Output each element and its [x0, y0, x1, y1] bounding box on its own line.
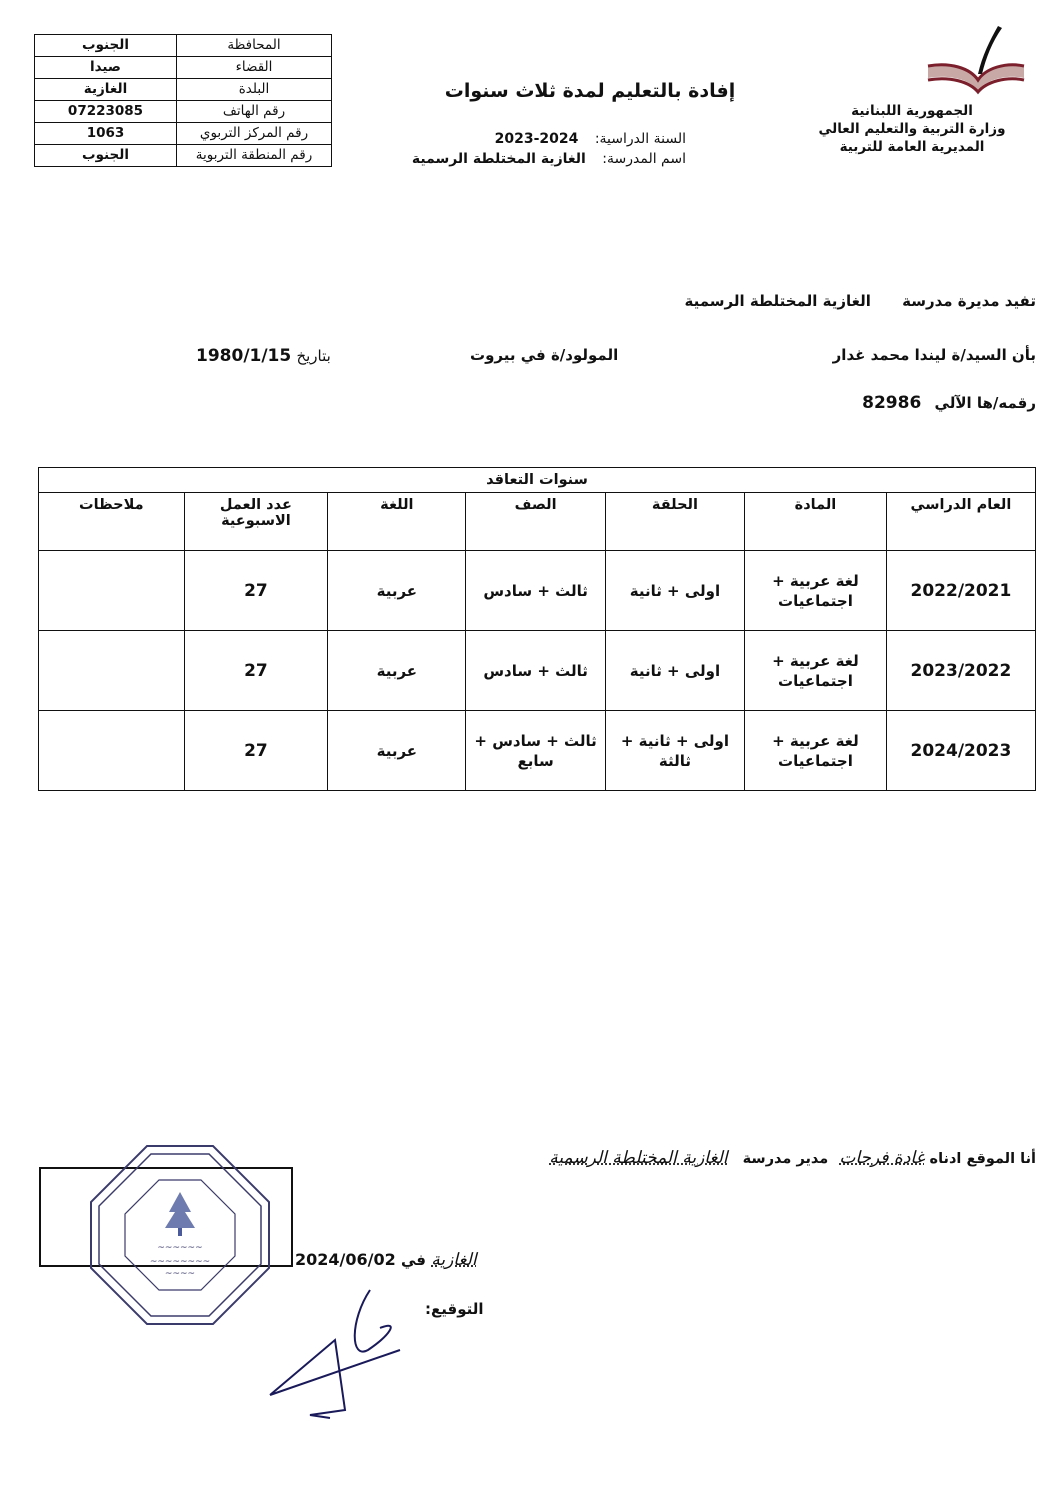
birth-place: بيروت [470, 346, 516, 364]
teacher-prefix: بأن السيد/ة [951, 346, 1036, 364]
subject-line-2: اجتماعيات [778, 751, 853, 770]
academic-year-field [495, 131, 686, 147]
cell-class: ثالث + سادس + سابع [466, 711, 605, 791]
contract-years-table [38, 467, 1036, 791]
teacher-name: ليندا محمد غدار [832, 346, 947, 364]
info-value: الجنوب [35, 145, 177, 167]
issue-in-label: في [400, 1251, 426, 1269]
table-row [39, 551, 1036, 631]
signature-label: التوقيع: [425, 1300, 484, 1318]
column-header: الصف [466, 493, 605, 551]
ministry-logo-icon [920, 22, 1030, 98]
signer-prefix: أنا الموقع ادناه [929, 1151, 1036, 1167]
ministry-line-3: المديرية العامة للتربية [839, 139, 985, 155]
cell-class: ثالث + سادس [466, 631, 605, 711]
column-header: عدد العمل الاسبوعية [184, 493, 328, 551]
cell-cycle: اولى + ثانية [605, 551, 744, 631]
info-value: 07223085 [35, 101, 177, 123]
table-span-title: سنوات التعاقد [39, 468, 1036, 493]
info-value: صيدا [35, 57, 177, 79]
school-name-value: الغازية المختلطة الرسمية [411, 151, 586, 167]
birth-place-field [470, 346, 618, 364]
employee-number-field [862, 393, 1036, 413]
employee-number-label: رقمه/ها الآلي [934, 394, 1036, 412]
info-label: القضاء [177, 57, 332, 79]
info-value: 1063 [35, 123, 177, 145]
info-row [35, 101, 332, 123]
subject-line-1: لغة عربية + [772, 651, 859, 670]
info-table [34, 34, 332, 167]
ministry-heading [802, 102, 1022, 156]
column-header: الحلقة [605, 493, 744, 551]
teacher-line [833, 346, 1036, 364]
employee-number: 82986 [862, 393, 922, 413]
academic-year-value: 2024-2023 [494, 131, 579, 147]
ministry-line-2: وزارة التربية والتعليم العالي [818, 121, 1006, 137]
info-label: رقم المنطقة التربوية [177, 145, 332, 167]
info-row [35, 57, 332, 79]
info-row [35, 35, 332, 57]
column-header: اللغة [328, 493, 466, 551]
birth-date-label: بتاريخ [296, 347, 331, 365]
svg-text:~~~~~~: ~~~~~~ [157, 1243, 203, 1253]
subject-line-1: لغة عربية + [772, 571, 859, 590]
birth-date: 1980/1/15 [196, 346, 292, 366]
cell-notes [39, 711, 185, 791]
info-label: رقم المركز التربوي [177, 123, 332, 145]
info-row [35, 79, 332, 101]
statement-prefix: تفيد مديرة مدرسة [902, 292, 1036, 310]
school-name-field [412, 151, 686, 167]
issue-date: 2024/06/02 [295, 1250, 396, 1269]
column-header: العام الدراسي [886, 493, 1035, 551]
cell-cycle: اولى + ثانية + ثالثة [605, 711, 744, 791]
director-label: مدير مدرسة [742, 1151, 829, 1167]
academic-year-label: السنة الدراسية: [594, 131, 686, 147]
cell-hours: 27 [184, 711, 328, 791]
info-row [35, 145, 332, 167]
birth-date-field [196, 346, 331, 366]
table-row [39, 631, 1036, 711]
handwritten-signature [250, 1280, 420, 1420]
svg-text:~~~~: ~~~~ [164, 1269, 196, 1279]
cell-year: 2022/2021 [886, 551, 1035, 631]
column-header: ملاحظات [39, 493, 185, 551]
ministry-line-1: الجمهورية اللبنانية [851, 103, 973, 119]
svg-text:~~~~~~~~: ~~~~~~~~ [149, 1257, 211, 1267]
official-stamp-icon [85, 1140, 275, 1330]
info-label: البلدة [177, 79, 332, 101]
signer-school: الغازية المختلطة الرسمية [549, 1148, 728, 1168]
subject-line-2: اجتماعيات [778, 671, 853, 690]
cell-notes [39, 631, 185, 711]
subject-line-2: اجتماعيات [778, 591, 853, 610]
column-header: المادة [745, 493, 887, 551]
cell-year: 2024/2023 [886, 711, 1035, 791]
cell-language: عربية [328, 631, 466, 711]
info-value: الغازية [35, 79, 177, 101]
info-value: الجنوب [35, 35, 177, 57]
statement-school: الغازية المختلطة الرسمية [684, 292, 871, 310]
subject-line-1: لغة عربية + [772, 731, 859, 750]
cell-subject [745, 631, 887, 711]
cell-language: عربية [328, 551, 466, 631]
cell-subject [745, 551, 887, 631]
cell-year: 2023/2022 [886, 631, 1035, 711]
issue-date-line [295, 1250, 477, 1270]
table-row [39, 711, 1036, 791]
cell-subject [745, 711, 887, 791]
cell-hours: 27 [184, 551, 328, 631]
info-row [35, 123, 332, 145]
cell-notes [39, 551, 185, 631]
cell-language: عربية [328, 711, 466, 791]
cell-hours: 27 [184, 631, 328, 711]
document-title: إفادة بالتعليم لمدة ثلاث سنوات [444, 80, 736, 102]
school-name-label: اسم المدرسة: [602, 151, 686, 167]
cell-class: ثالث + سادس [466, 551, 605, 631]
statement-line-1 [684, 292, 1036, 310]
issue-place: الغازية [431, 1250, 477, 1270]
info-label: المحافظة [177, 35, 332, 57]
cell-cycle: اولى + ثانية [605, 631, 744, 711]
info-label: رقم الهاتف [177, 101, 332, 123]
born-label: المولود/ة في [520, 346, 619, 364]
signer-name: غادة فرحات [839, 1148, 925, 1168]
signer-statement [549, 1148, 1036, 1168]
